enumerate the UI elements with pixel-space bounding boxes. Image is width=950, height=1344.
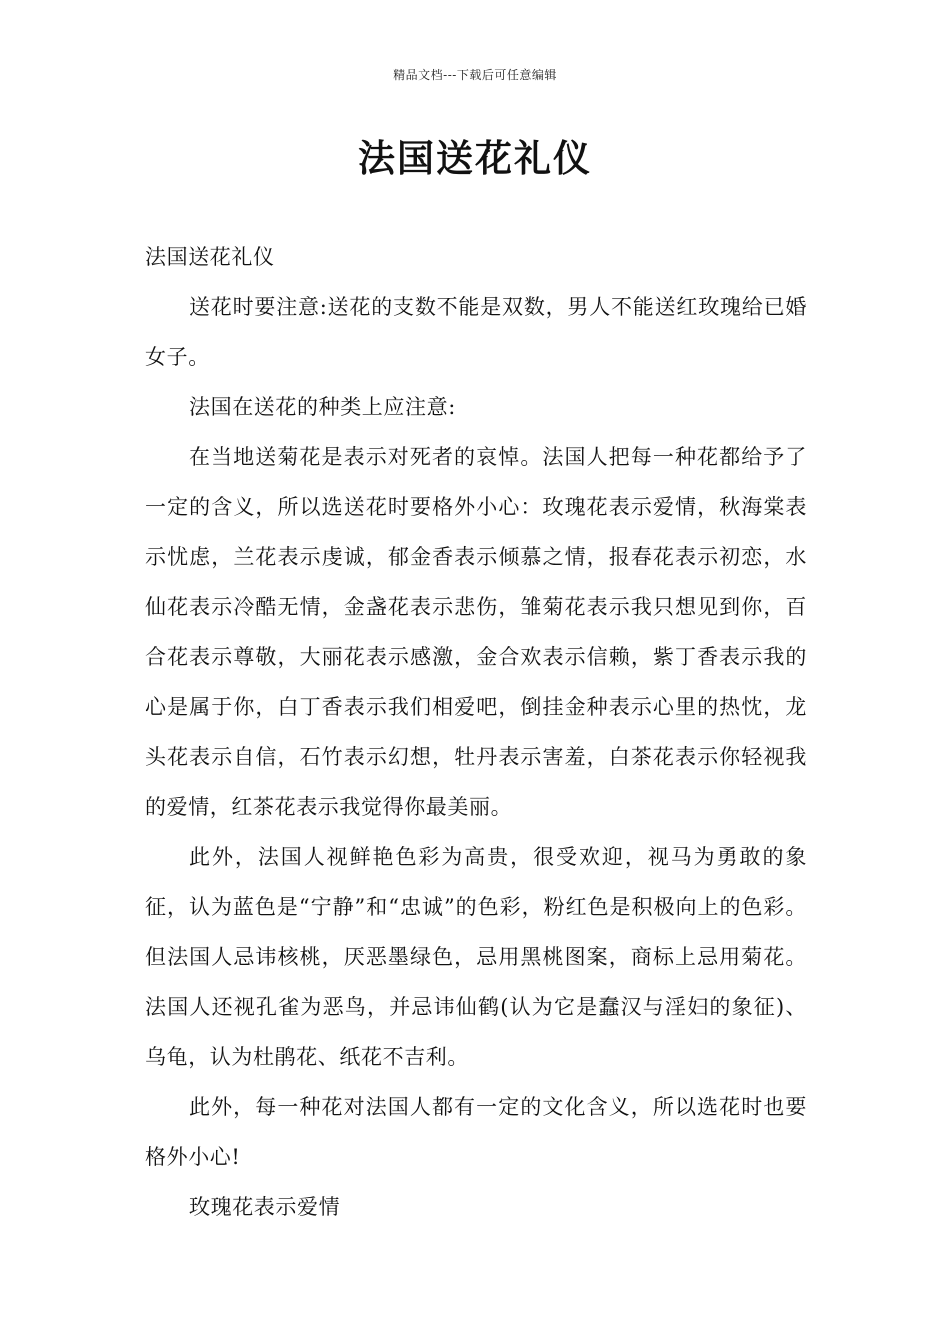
paragraph-types-intro: 法国在送花的种类上应注意:: [189, 395, 456, 419]
paragraph-rose: 玫瑰花表示爱情: [189, 1195, 341, 1219]
page-header: 精品文档---下载后可任意编辑: [393, 68, 557, 82]
paragraph-subtitle: 法国送花礼仪: [145, 245, 275, 269]
document-title: 法国送花礼仪: [358, 137, 592, 180]
paragraph-caution: 此外，每一种花对法国人都有一定的文化含义，所以选花时也要格外小心!: [145, 1095, 807, 1169]
paragraph-flower-meanings: 在当地送菊花是表示对死者的哀悼。法国人把每一种花都给予了一定的含义，所以选送花时要格外小心：玫瑰花表示爱情，秋海棠表示忧虑，兰花表示虔诚，郁金香表示倾慕之情，报春花表示初恋，水仙花表示冷酷无情，金盏花表示悲伤，雏菊花表示我只想见到你，百合花表示尊敬，大丽花表示感激，金合欢表示信赖，紫丁香表示我的心是属于你，白丁香表示我们相爱吧，倒挂金种表示心里的热忱，龙头花表示自信，石竹表示幻想，牡丹表示害羞，白茶花表示你轻视我的爱情，红茶花表示我觉得你最美丽。: [145, 445, 807, 819]
paragraph-taboos: 此外，法国人视鲜艳色彩为高贵，很受欢迎，视马为勇敢的象征，认为蓝色是“宁静”和“忠诚”的色彩，粉红色是积极向上的色彩。但法国人忌讳核桃，厌恶墨绿色，忌用黑桃图案，商标上忌用菊花。法国人还视孔雀为恶鸟，并忌讳仙鹤(认为它是蠢汉与淫妇的象征)、乌龟，认为杜鹃花、纸花不吉利。: [145, 845, 807, 1069]
paragraph-note: 送花时要注意:送花的支数不能是双数，男人不能送红玫瑰给已婚女子。: [145, 295, 807, 369]
document-body: [145, 232, 807, 1232]
